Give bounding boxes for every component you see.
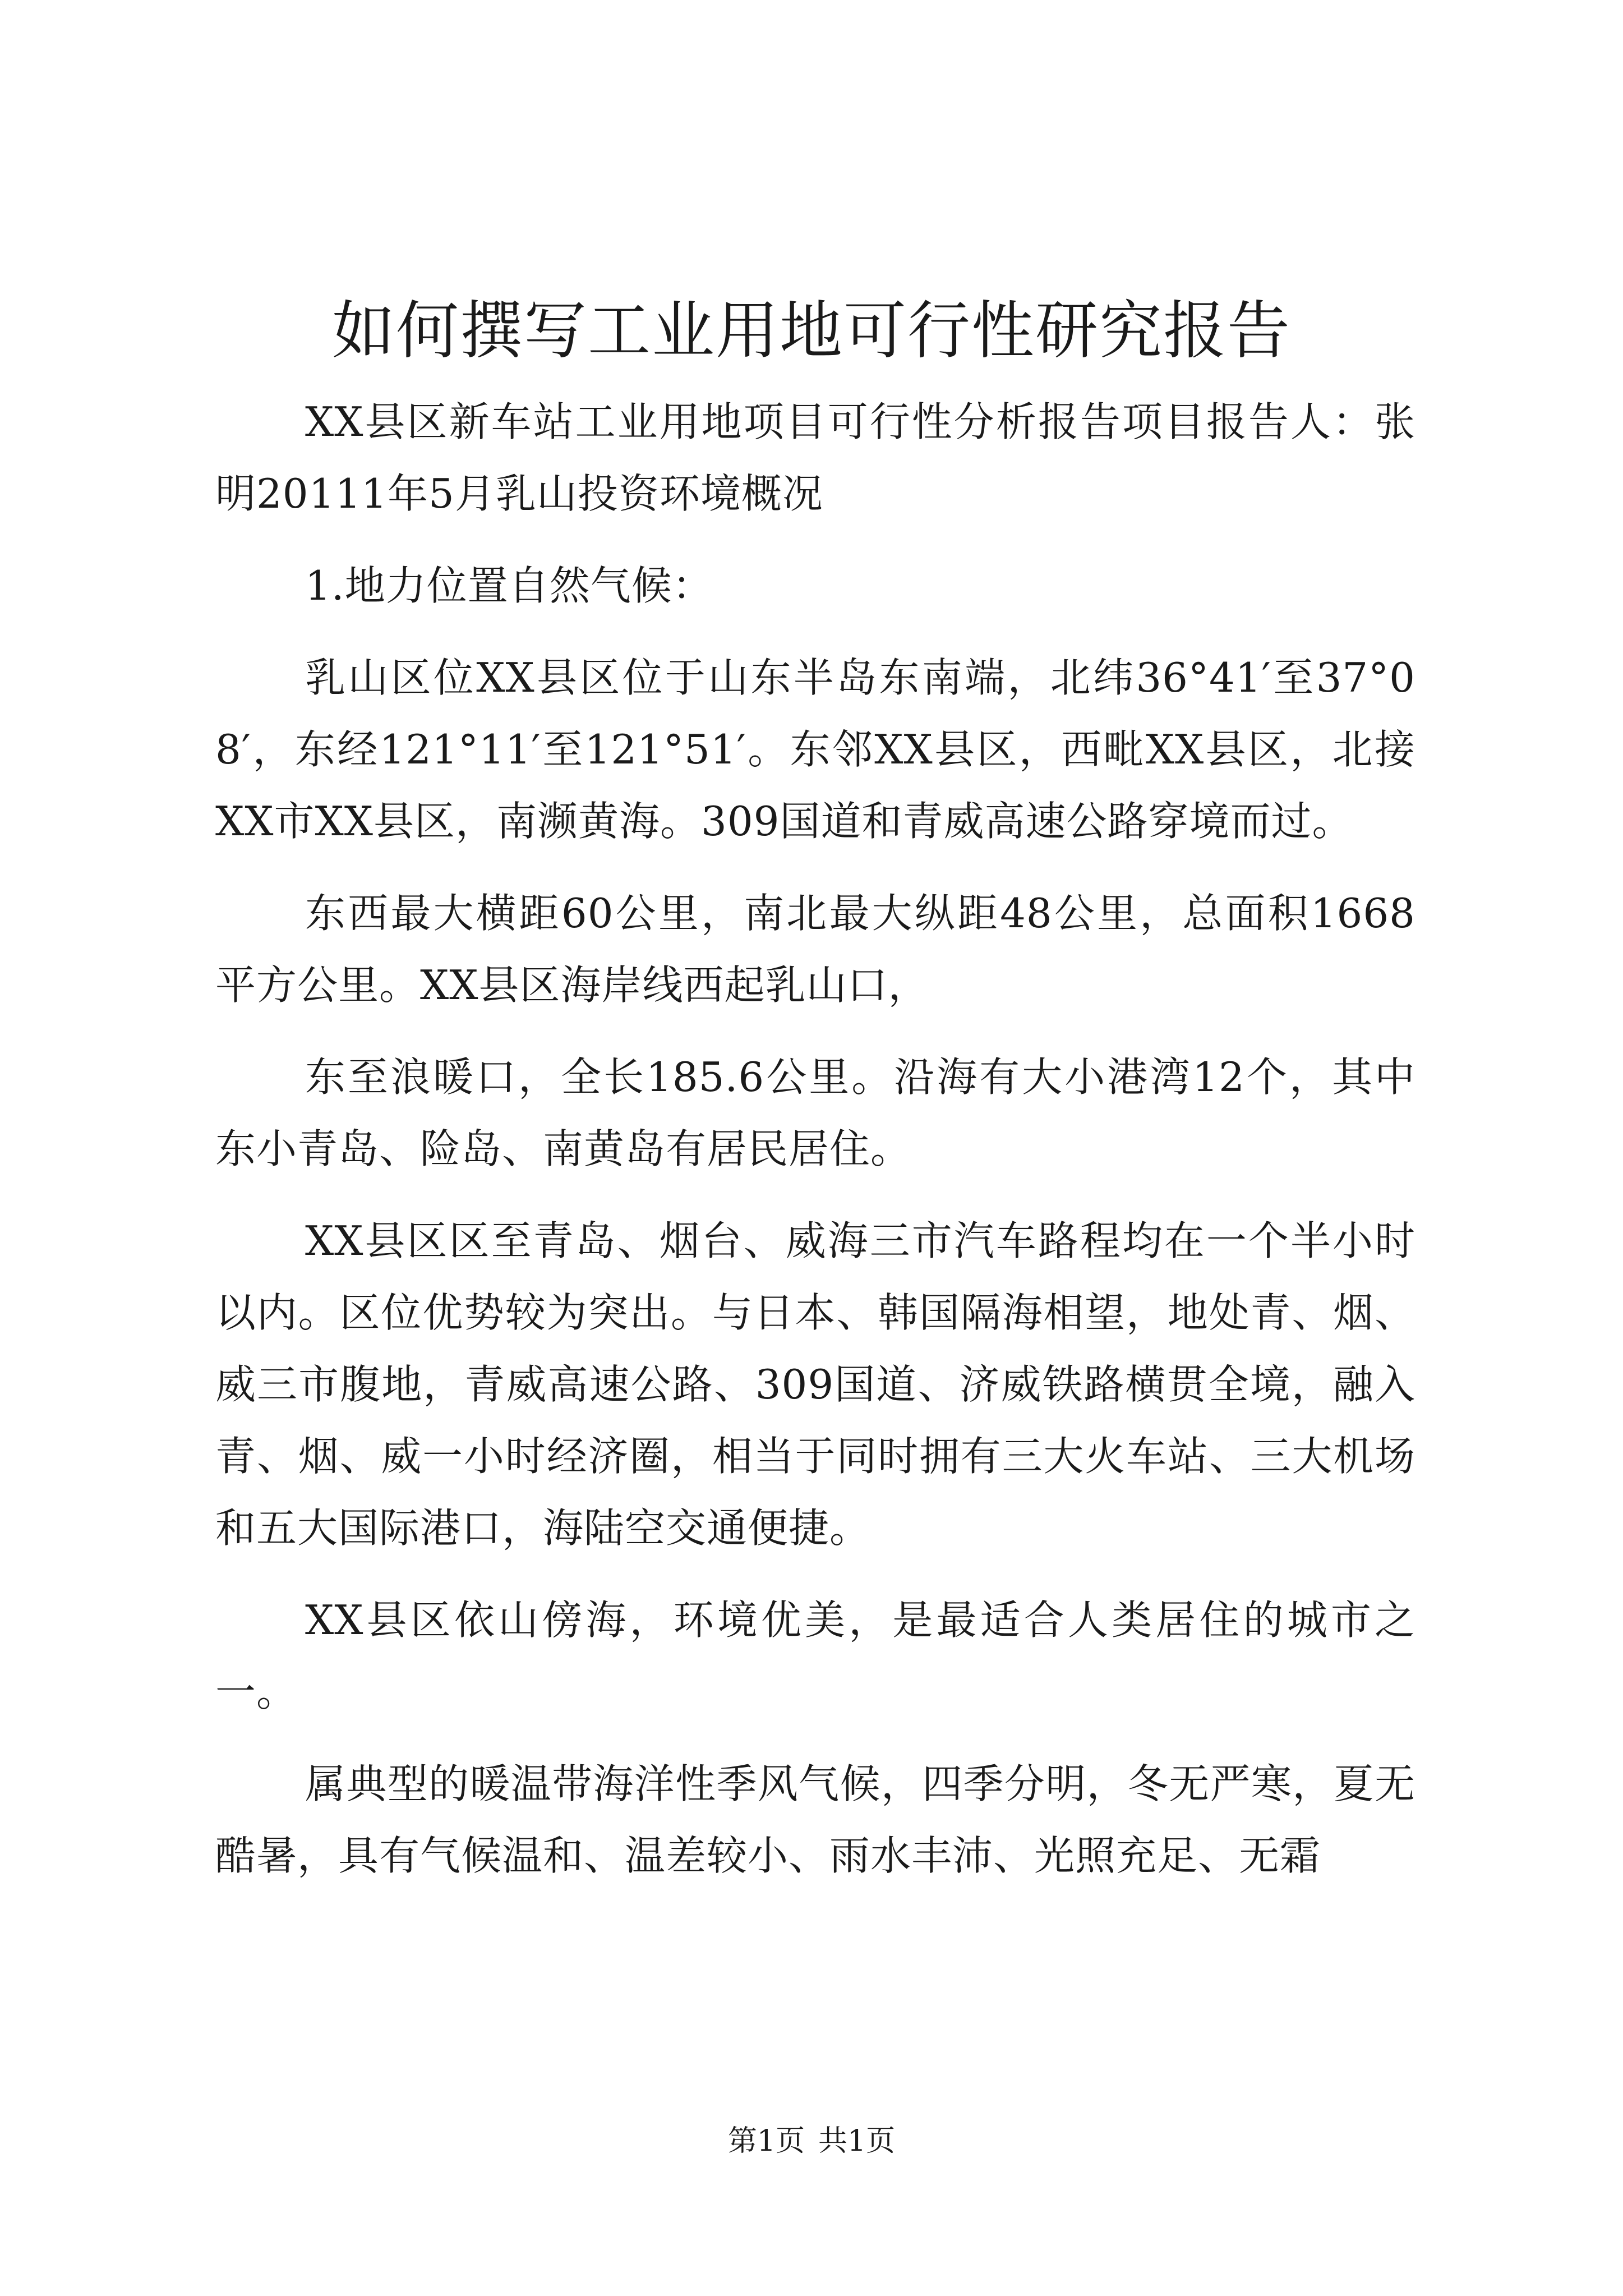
paragraph-4: 东西最大横距60公里，南北最大纵距48公里，总面积1668平方公里。XX县区海岸线西起乳山口， bbox=[215, 890, 1415, 1009]
document-body bbox=[215, 386, 1415, 1892]
page-number: 第1页 bbox=[727, 2124, 805, 2158]
paragraph-2: 1.地力位置自然气候： bbox=[305, 562, 713, 609]
paragraph-8: 属典型的暖温带海洋性季风气候，四季分明，冬无严寒，夏无酷暑，具有气候温和、温差较小、雨水丰沛、光照充足、无霜 bbox=[215, 1760, 1415, 1879]
document-title: 如何撰写工业用地可行性研究报告 bbox=[332, 295, 1291, 367]
page-total: 共1页 bbox=[818, 2124, 896, 2158]
page-footer bbox=[0, 2123, 1623, 2159]
paragraph-7: XX县区依山傍海，环境优美，是最适合人类居住的城市之一。 bbox=[215, 1596, 1415, 1715]
paragraph-1: XX县区新车站工业用地项目可行性分析报告项目报告人：张明20111年5月乳山投资环境概况 bbox=[215, 398, 1415, 517]
paragraph-3: 乳山区位XX县区位于山东半岛东南端，北纬36°41′至37°08′，东经121°11′至121°51′。东邻XX县区，西毗XX县区，北接XX市XX县区，南濒黄海。309国道和青威高速公路穿境而过。 bbox=[215, 654, 1415, 845]
paragraph-6: XX县区区至青岛、烟台、威海三市汽车路程均在一个半小时以内。区位优势较为突出。与日本、韩国隔海相望，地处青、烟、威三市腹地，青威高速公路、309国道、济威铁路横贯全境，融入青、烟、威一小时经济圈，相当于同时拥有三大火车站、三大机场和五大国际港口，海陆空交通便捷。 bbox=[215, 1217, 1415, 1552]
paragraph-5: 东至浪暖口，全长185.6公里。沿海有大小港湾12个，其中东小青岛、险岛、南黄岛有居民居住。 bbox=[215, 1053, 1415, 1172]
